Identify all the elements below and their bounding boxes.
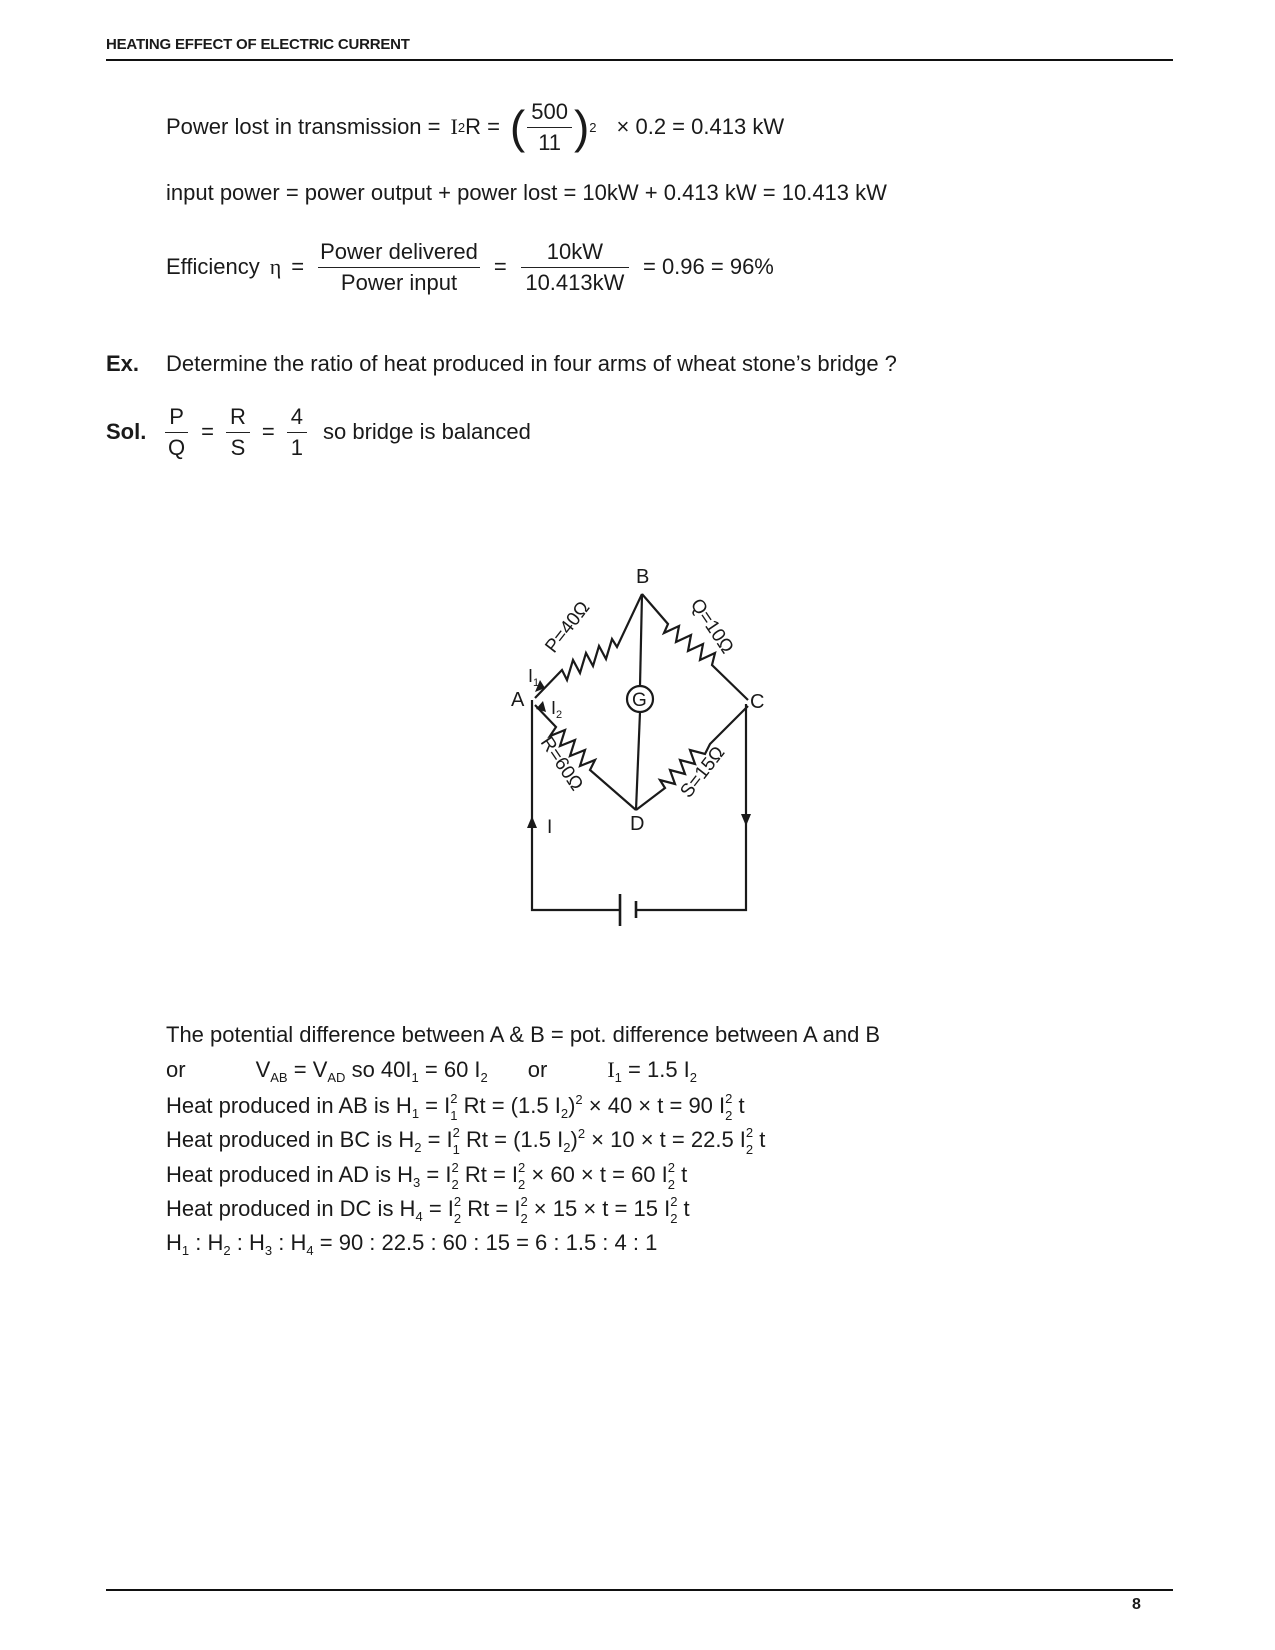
equation-part: = I xyxy=(427,1127,453,1152)
subscript: 1 xyxy=(411,1106,420,1121)
fraction-denominator: S xyxy=(230,434,246,460)
right-paren: ) xyxy=(573,101,590,153)
fraction-denominator: Power input xyxy=(340,269,458,295)
equation-tail: t xyxy=(759,1127,766,1152)
solution-tag: Sol. xyxy=(106,419,147,444)
subscript: 2 xyxy=(223,1243,231,1258)
subscript: AD xyxy=(327,1070,346,1085)
node-label-c: C xyxy=(750,691,765,713)
subscript: 2 xyxy=(670,1211,678,1226)
fraction-denominator: 11 xyxy=(538,129,562,155)
sub-sup-stack xyxy=(518,1161,525,1191)
example-question: Determine the ratio of heat produced in four arms of wheat stone’s bridge ? xyxy=(166,351,897,376)
subscript: AB xyxy=(270,1070,288,1085)
eta-symbol: η xyxy=(269,254,282,279)
subscript: 2 xyxy=(520,1211,528,1226)
h-symbol: H xyxy=(166,1230,182,1255)
fraction-numerator: P xyxy=(165,404,188,433)
resistor-q-label: Q=10Ω xyxy=(685,595,738,658)
equals-sign: = xyxy=(293,1057,307,1082)
subscript: 2 xyxy=(480,1070,488,1085)
subscript: 4 xyxy=(415,1208,423,1224)
sub-sup-stack xyxy=(670,1195,677,1225)
superscript: 2 xyxy=(450,1091,458,1107)
subscript: 1 xyxy=(614,1070,622,1085)
current-i1-label: $I_1$ xyxy=(528,666,540,689)
equals-sign: = xyxy=(201,419,214,444)
equals-sign: = xyxy=(291,254,305,279)
node-label-b: B xyxy=(636,566,650,588)
equals-sign: = xyxy=(261,419,275,444)
subscript: 2 xyxy=(518,1177,526,1192)
close-paren: ) xyxy=(568,1093,576,1118)
sub-sup-stack xyxy=(725,1092,732,1122)
v-symbol: V xyxy=(312,1057,328,1082)
sub-sup-stack xyxy=(453,1126,460,1156)
galvanometer-wire-top xyxy=(640,594,642,686)
subscript: 2 xyxy=(689,1070,698,1085)
subscript: 1 xyxy=(411,1070,419,1085)
resistor-s-label: S=15Ω xyxy=(676,742,730,803)
superscript: 2 xyxy=(518,1160,526,1175)
right-wire xyxy=(636,704,746,910)
arrow-up-icon xyxy=(527,816,537,828)
footer-rule xyxy=(106,1589,1173,1591)
v-symbol: V xyxy=(255,1057,271,1082)
sub-sup-stack xyxy=(450,1092,457,1122)
subscript: 1 xyxy=(452,1142,460,1158)
heat-prefix: Heat produced in AB is H xyxy=(166,1093,412,1118)
subscript: 3 xyxy=(413,1174,421,1190)
equation-part: × 60 × t = 60 I xyxy=(531,1161,668,1187)
input-power-line: input power = power output + power lost = 10kW + 0.413 kW = 10.413 kW xyxy=(166,180,887,205)
subscript: 2 xyxy=(453,1211,462,1226)
fraction-denominator: Q xyxy=(168,434,186,460)
efficiency-result: = 0.96 = 96% xyxy=(642,254,774,279)
subscript: 2 xyxy=(414,1140,422,1155)
current-relation-line xyxy=(166,1057,697,1085)
equation-part: = 1.5 I xyxy=(628,1057,690,1082)
galvanometer-label: G xyxy=(632,690,647,711)
example-tag: Ex. xyxy=(106,351,140,376)
fraction-numerator: 10kW xyxy=(521,239,629,268)
or-word: or xyxy=(166,1057,186,1082)
arrow-down-icon xyxy=(741,814,751,826)
galvanometer-wire-bottom xyxy=(636,712,640,810)
fraction-exponent: 2 xyxy=(589,119,597,135)
efficiency-label: Efficiency xyxy=(166,254,260,279)
i-symbol: I xyxy=(607,1057,615,1082)
current-i2-label: $I_2$ xyxy=(551,698,563,721)
current-symbol: I xyxy=(450,114,458,139)
equation-tail: t xyxy=(738,1093,745,1118)
heat-prefix: Heat produced in AD is H xyxy=(166,1161,414,1187)
sub-sup-stack xyxy=(668,1161,675,1191)
superscript: 2 xyxy=(745,1125,754,1141)
or-word: or xyxy=(527,1057,548,1082)
superscript: 2 xyxy=(577,1126,586,1141)
resistor-r-label: R=60Ω xyxy=(535,733,587,795)
heat-line xyxy=(166,1195,690,1225)
ratio-result: = 90 : 22.5 : 60 : 15 = 6 : 1.5 : 4 : 1 xyxy=(319,1230,658,1255)
heat-ratio-line xyxy=(166,1230,657,1258)
h-symbol: H xyxy=(249,1230,265,1255)
heat-line xyxy=(166,1092,745,1122)
sub-sup-stack xyxy=(520,1195,527,1225)
subscript: 1 xyxy=(181,1243,190,1258)
equation-part: Rt = (1.5 I xyxy=(466,1127,564,1152)
subscript: 4 xyxy=(306,1243,314,1258)
running-header: HEATING EFFECT OF ELECTRIC CURRENT xyxy=(106,36,410,53)
equation-part: so 40I xyxy=(351,1057,412,1082)
sub-sup-stack xyxy=(746,1126,753,1156)
equation-part: × 15 × t = 15 I xyxy=(533,1195,671,1221)
balanced-statement: so bridge is balanced xyxy=(322,419,531,444)
equation-part: = I xyxy=(426,1161,452,1187)
colon: : xyxy=(236,1230,243,1255)
power-lost-label: Power lost in transmission = xyxy=(166,114,441,139)
equation-part: Rt = I xyxy=(467,1195,521,1221)
heat-line xyxy=(166,1161,687,1191)
power-lost-result: × 0.2 = 0.413 kW xyxy=(616,114,785,139)
node-label-a: A xyxy=(511,689,525,711)
equation-tail: t xyxy=(681,1161,688,1187)
superscript: 2 xyxy=(520,1194,528,1209)
superscript: 2 xyxy=(667,1160,675,1175)
superscript: 2 xyxy=(670,1194,678,1209)
superscript: 2 xyxy=(453,1194,462,1209)
equation-tail: t xyxy=(683,1195,690,1221)
current-i-label: I xyxy=(547,817,553,838)
fraction-denominator: 10.413kW xyxy=(525,269,625,295)
equation-part: = I xyxy=(425,1093,451,1118)
superscript: 2 xyxy=(575,1092,583,1107)
power-lost-r: R = xyxy=(465,114,500,139)
equation-part: × 40 × t = 90 I xyxy=(588,1093,726,1118)
equation-part: = I xyxy=(428,1195,454,1221)
colon: : xyxy=(278,1230,285,1255)
equation-part: = 60 I xyxy=(424,1057,481,1082)
heat-prefix: Heat produced in BC is H xyxy=(166,1127,415,1152)
colon: : xyxy=(195,1230,202,1255)
resistor-p-label: P=40Ω xyxy=(541,597,595,658)
fraction-numerator: R xyxy=(226,404,250,433)
heat-line xyxy=(166,1126,765,1156)
h-symbol: H xyxy=(290,1230,307,1255)
superscript: 2 xyxy=(725,1091,733,1107)
subscript: 2 xyxy=(725,1108,733,1124)
superscript: 2 xyxy=(452,1125,460,1141)
subscript: 2 xyxy=(563,1140,571,1155)
node-label-d: D xyxy=(630,813,645,835)
h-symbol: H xyxy=(207,1230,224,1255)
page-number: 8 xyxy=(1132,1596,1141,1613)
potential-difference-line: The potential difference between A & B = pot. difference between A and B xyxy=(166,1022,881,1047)
subscript: 2 xyxy=(667,1177,675,1192)
subscript: 2 xyxy=(451,1177,459,1192)
fraction-numerator: Power delivered xyxy=(318,239,480,268)
equation-part: Rt = (1.5 I xyxy=(463,1093,561,1118)
sub-sup-stack xyxy=(454,1195,461,1225)
heat-prefix: Heat produced in DC is H xyxy=(166,1195,416,1221)
subscript: 2 xyxy=(745,1142,754,1158)
fraction-denominator: 1 xyxy=(290,434,303,460)
equation-part: Rt = I xyxy=(464,1161,519,1187)
subscript: 3 xyxy=(264,1243,273,1258)
left-paren: ( xyxy=(509,101,526,153)
left-wire xyxy=(532,700,620,910)
fraction-numerator: 500 xyxy=(527,99,572,128)
subscript: 1 xyxy=(450,1108,458,1124)
equals-sign: = xyxy=(493,254,507,279)
superscript: 2 xyxy=(451,1160,459,1175)
close-paren: ) xyxy=(570,1127,578,1152)
subscript: 2 xyxy=(560,1106,569,1121)
fraction-numerator: 4 xyxy=(287,404,307,433)
current-squared: 2 xyxy=(457,119,466,135)
equation-part: × 10 × t = 22.5 I xyxy=(591,1127,746,1152)
sub-sup-stack xyxy=(451,1161,458,1191)
